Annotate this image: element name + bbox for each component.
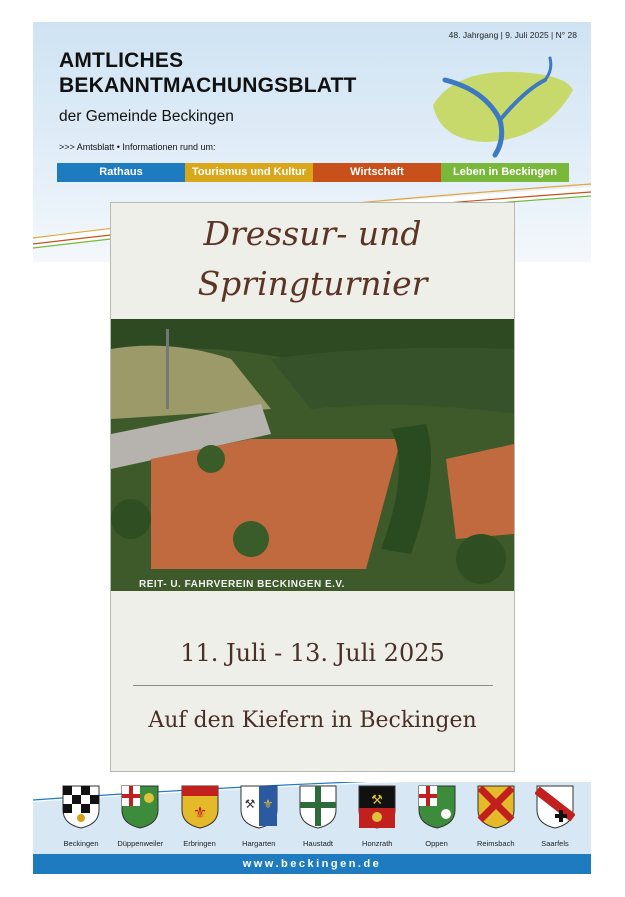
crest-dueppenweiler (112, 784, 168, 848)
title-line-1: AMTLICHES (59, 49, 184, 72)
crest-oppen (409, 784, 465, 848)
crest-name: Reimsbach (476, 839, 515, 848)
topic-nav (57, 163, 569, 182)
crest-beckingen-icon (61, 784, 101, 830)
crest-hargarten (231, 784, 287, 848)
crest-reimsbach-icon (476, 784, 516, 830)
crest-hargarten-icon (239, 784, 279, 830)
nav-item-leben[interactable]: Leben in Beckingen (441, 163, 569, 182)
poster-title-line-1: Dressur- und (203, 214, 422, 253)
crest-name: Hargarten (242, 839, 276, 848)
crest-name: Düppenweiler (117, 839, 164, 848)
event-poster (110, 202, 515, 772)
crest-name: Haustadt (302, 839, 334, 848)
svg-text:⚜: ⚜ (262, 797, 274, 811)
event-venue: Auf den Kiefern in Beckingen (148, 708, 477, 733)
crest-name: Saarfels (541, 839, 569, 848)
aerial-photo-image (111, 319, 514, 591)
issue-info: 48. Jahrgang | 9. Juli 2025 | N° 28 (448, 30, 577, 40)
tagline: >>> Amtsblatt • Informationen rund um: (59, 142, 216, 152)
nav-item-rathaus[interactable]: Rathaus (57, 163, 185, 182)
crest-dueppenweiler-icon (120, 784, 160, 830)
page-subtitle: der Gemeinde Beckingen (59, 108, 234, 125)
crest-name: Oppen (425, 839, 448, 848)
page-title (59, 48, 357, 98)
village-crests (53, 784, 583, 848)
svg-text:⚒: ⚒ (244, 797, 256, 811)
crest-honzrath (349, 784, 405, 848)
crest-honzrath-icon (357, 784, 397, 830)
crest-saarfels-icon (535, 784, 575, 830)
crest-haustadt (290, 784, 346, 848)
poster-title (111, 209, 514, 309)
crest-name: Honzrath (362, 839, 393, 848)
nav-item-wirtschaft[interactable]: Wirtschaft (313, 163, 441, 182)
divider (133, 685, 493, 686)
website-link[interactable]: www.beckingen.de (33, 854, 591, 874)
crest-erbringen (172, 784, 228, 848)
title-line-2: BEKANNTMACHUNGSBLATT (59, 74, 357, 97)
svg-text:⚜: ⚜ (192, 803, 207, 822)
photo-caption: REIT- U. FAHRVEREIN BECKINGEN E.V. (139, 579, 345, 590)
crest-name: Beckingen (63, 839, 99, 848)
event-dates: 11. Juli - 13. Juli 2025 (180, 639, 445, 667)
crest-haustadt-icon (298, 784, 338, 830)
crest-oppen-icon (417, 784, 457, 830)
aerial-photo (111, 319, 514, 591)
poster-title-line-2: Springturnier (197, 264, 428, 303)
crest-erbringen-icon (180, 784, 220, 830)
crest-saarfels (527, 784, 583, 848)
newsletter-cover (33, 22, 591, 874)
municipality-logo-icon (425, 50, 575, 160)
crest-reimsbach (468, 784, 524, 848)
crest-beckingen (53, 784, 109, 848)
nav-item-tourismus[interactable]: Tourismus und Kultur (185, 163, 313, 182)
svg-text:⚒: ⚒ (371, 793, 384, 808)
crest-name: Erbringen (183, 839, 216, 848)
